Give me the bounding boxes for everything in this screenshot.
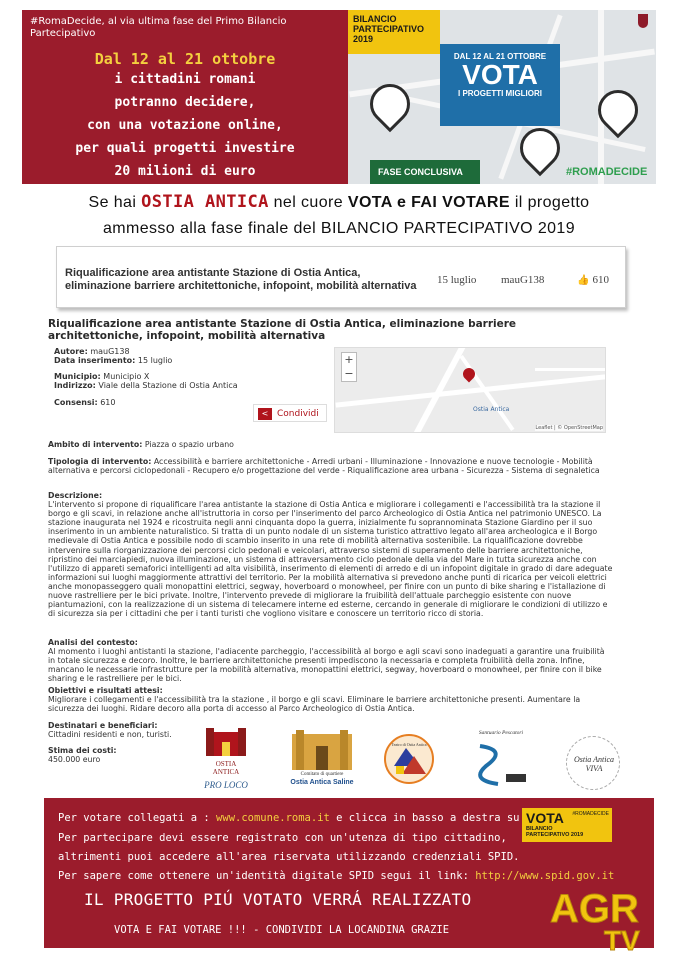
poster-image bbox=[348, 10, 656, 184]
fase-label: FASE CONCLUSIVA bbox=[370, 160, 480, 184]
meta-data: Data inserimento: 15 luglio bbox=[54, 356, 173, 365]
meta-municipio: Municipio: Municipio X bbox=[54, 372, 150, 381]
hashtag-line: #RomaDecide, al via ultima fase del Primo Bilancio Partecipativo bbox=[30, 16, 287, 39]
announcement-line: i cittadini romani bbox=[114, 72, 256, 87]
ambito: Ambito di intervento: Piazza o spazio urbano bbox=[48, 440, 234, 449]
detail-title: Riqualificazione area antistante Stazione di Ostia Antica, eliminazione barriere architettoniche, infopoint, mobilità alternativa bbox=[48, 318, 517, 342]
roma-decide-hashtag: #ROMADECIDE bbox=[566, 166, 648, 178]
circle-logo: Teatro di Ostia Antica bbox=[384, 734, 434, 784]
agr-text: AGR bbox=[550, 887, 639, 931]
analisi: Analisi del contesto: Al momento i luoghi antistanti la stazione, l'adiacente parcheggio, l'accessibilità al borgo e agli scavi sono inadeguati a garantire una fruibilità in totale sicurezza e decoro. Inoltre, le barriere architettoniche presenti impediscono la necessaria e completa fruibilità della zona. Infine, mancano le necessarie infrastrutture per la mobilità alternativa, monopattini elettrici, segway, hoverboard o monowheel, per finire con il bike sharing e le rastrelliere per le bici. bbox=[48, 638, 605, 684]
map-credit[interactable]: Leaflet | © OpenStreetMap bbox=[535, 425, 603, 431]
comune-link[interactable]: www.comune.roma.it bbox=[216, 812, 330, 824]
project-date: 15 luglio bbox=[437, 274, 477, 286]
comitato-logo: Comitato di quartiere Ostia Antica Saline bbox=[282, 730, 362, 792]
vota-box: DAL 12 AL 21 OTTOBRE VOTA I PROGETTI MIGLIORI bbox=[440, 44, 560, 126]
announcement-line: per quali progetti investire bbox=[75, 141, 295, 156]
realization-statement: IL PROGETTO PIÚ VOTATO VERRÁ REALIZZATO bbox=[84, 890, 472, 909]
santuario-logo: Santuario Pescatori bbox=[468, 730, 534, 790]
instructions-line: Per sapere come ottenere un'identità digitale SPID segui il link: http://www.spid.gov.it bbox=[58, 870, 615, 882]
announcement-panel bbox=[22, 10, 348, 184]
headline-line2: ammesso alla fase finale del BILANCIO PARTECIPATIVO 2019 bbox=[102, 220, 576, 237]
share-button[interactable]: < Condividi bbox=[253, 404, 327, 422]
obiettivi: Obiettivi e risultati attesi: Migliorare i collegamenti e l'accessibilità tra la stazione , il borgo e gli scavi. Eliminare le barriere architettoniche presenti. Aumentare la sicurezza dei luoghi. Ridare decoro alla porta di accesso al Parco Archeologico di Ostia Antica. bbox=[48, 686, 581, 714]
vota-call: VOTA e FAI VOTARE bbox=[347, 194, 510, 211]
instructions-line: Per votare collegati a : www.comune.roma.it e clicca in basso a destra su bbox=[58, 812, 520, 824]
meta-indirizzo: Indirizzo: Viale della Stazione di Ostia Antica bbox=[54, 381, 238, 390]
meta-consensi: Consensi: 610 bbox=[54, 398, 116, 407]
vota-thumbnail[interactable]: VOTA #ROMADECIDE BILANCIO PARTECIPATIVO 2019 bbox=[522, 808, 612, 842]
top-banner bbox=[22, 10, 656, 184]
agr-tv-logo bbox=[548, 882, 662, 952]
viva-logo: Ostia Antica VIVA bbox=[566, 736, 620, 790]
announcement-line: 20 milioni di euro bbox=[114, 164, 256, 179]
project-author: mauG138 bbox=[501, 274, 545, 286]
like-count[interactable]: 👍 610 bbox=[577, 274, 609, 286]
instructions-line: Per partecipare devi essere registrato con un'utenza di tipo cittadino, bbox=[58, 832, 507, 844]
roma-shield-icon bbox=[638, 14, 648, 28]
share-call: VOTA E FAI VOTARE !!! - CONDIVIDI LA LOCANDINA GRAZIE bbox=[114, 924, 450, 936]
bilancio-label: BILANCIO PARTECIPATIVO 2019 bbox=[348, 10, 440, 54]
share-icon: < bbox=[258, 408, 272, 420]
descrizione: Descrizione: L'intervento si propone di riqualificare l'area antistante la stazione di Ostia Antica e migliorare i collegamenti e l'accessibilità tra la stazione il borgo e gli scavi, in relazione anche all'istruttoria in corso per l'inserimento del parco Archeologico di Ostia Antica nel patrimonio UNESCO. La stazione inaugurata nel 1924 e ricostruita negli anni cinquanta dopo la guerra, inizialmente fu soprannominata Stazione Giardino per il suo inserimento in un ambiente naturalistico. Si tratta di un punto nodale di un sistema turistico attrattivo legato all'area archeologica e il Borgo medievale di Ostia Antica e possibile nodo di scambio inserito in una rete di mobilità alternativa sostenibile. La riqualificazione dovrebbe intervenire sulla riorganizzazione dei percorsi ciclo pedonali e veicolari, attraverso sistemi di superamento delle barriere architettoniche, ripristino dei marciapiedi, nuova illuminazione, un sistema di attraversamento ciclo pedonale della via del Mare in tutta sicurezza anche con l'utilizzo di appareti semaforici intelligenti ad alta visibilità, inserimento di elementi di arredo e di un infopoint digitale in grado di dare adeguate informazioni sui luoghi maggiormente attrattivi del territorio. Per la mobilità alternativa si prevedono anche punti di ricarica per veicoli elettrici anche monopasseggero quali monopattini elettrici, segway, hoverboard o monowheel, per finire con un punto di bike sharing e l'istallazione di nuove rastrelliere per le bici private. Inoltre, l'intervento prevede di migliorare la fruibilità dell'attuale parcheggio esistente con nuove piantumazioni, con la realizzazione di un sistema di telecamere interne ed esterne, cercando in generale di migliorare le condizioni di utilizzo e di sicurezza sia per i cittadini che per i tanti turisti che vogliono visitare e conoscere un territorio ricco di storia. bbox=[48, 491, 613, 619]
instructions-line: altrimenti puoi accedere all'area riservata utilizzando credenziali SPID. bbox=[58, 851, 520, 863]
tv-text: TV bbox=[604, 925, 640, 952]
project-summary-row[interactable] bbox=[56, 246, 626, 308]
place-name: OSTIA ANTICA bbox=[141, 192, 269, 212]
map-label: Ostia Antica bbox=[473, 406, 510, 413]
location-map[interactable] bbox=[334, 347, 606, 433]
announcement-line: potranno decidere, bbox=[114, 95, 256, 110]
zoom-control[interactable]: + − bbox=[341, 352, 357, 382]
proloco-logo: OSTIA ANTICA PRO LOCO bbox=[196, 726, 256, 794]
project-title[interactable]: Riqualificazione area antistante Stazione di Ostia Antica, eliminazione barriere architettoniche, infopoint, mobilità alternativa bbox=[65, 267, 417, 292]
meta-autore: Autore: mauG138 bbox=[54, 347, 130, 356]
date-range: Dal 12 al 21 ottobre bbox=[94, 50, 276, 68]
tipologia: Tipologia di intervento: Accessibilità e barriere architettoniche - Arredi urbani - Illuminazione - Innovazione e nuove tecnologie - Mobilità alternativa e percorsi ciclopedonali - Recupero e/o progettazione del verde - Riqualificazione area urbana - Sicurezza - Sistema di segnaletica bbox=[48, 457, 600, 476]
stima: Stima dei costi: 450.000 euro bbox=[48, 746, 117, 765]
spid-link[interactable]: http://www.spid.gov.it bbox=[475, 870, 615, 882]
headline: Se hai OSTIA ANTICA nel cuore VOTA e FAI VOTARE il progetto bbox=[88, 192, 590, 212]
destinatari: Destinatari e beneficiari: Cittadini residenti e non, turisti. bbox=[48, 721, 172, 740]
thumbs-up-icon: 👍 bbox=[577, 275, 590, 286]
announcement-line: con una votazione online, bbox=[87, 118, 283, 133]
